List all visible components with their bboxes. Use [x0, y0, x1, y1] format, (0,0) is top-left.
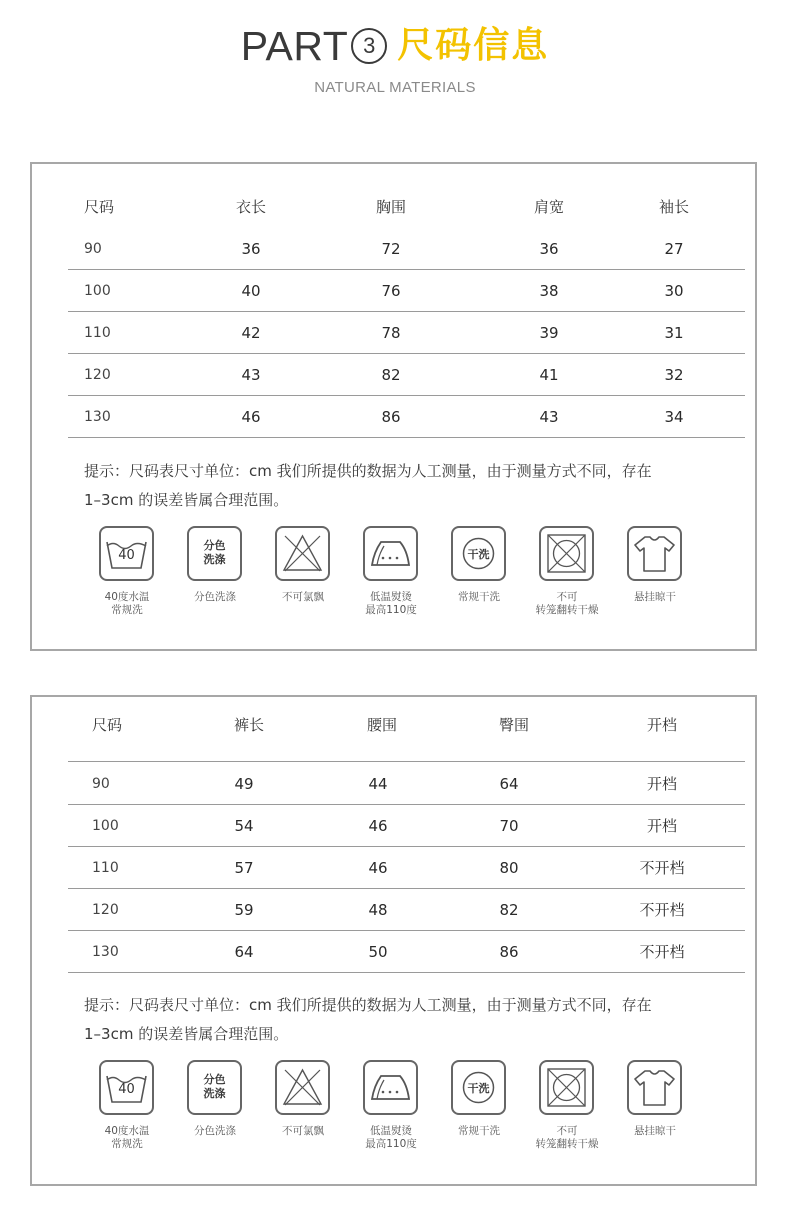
size-cell: 100 — [84, 283, 111, 299]
table-cell: 80 — [499, 859, 519, 877]
header-cell: 肩宽 — [533, 198, 565, 216]
dry-clean-text: 干洗 — [467, 548, 490, 561]
care-label-line: 40度水温 — [104, 591, 150, 603]
care-label-line: 常规干洗 — [458, 1125, 500, 1137]
table-cell: 39 — [539, 324, 559, 342]
note-line: 1–3cm 的误差皆属合理范围。 — [84, 1025, 289, 1043]
icon-text-line: 洗涤 — [203, 553, 226, 566]
care-label — [434, 591, 524, 604]
header-cell: 胸围 — [375, 198, 407, 216]
table-cell: 72 — [381, 240, 401, 258]
bottom-size-card — [30, 695, 757, 1186]
table-cell: 38 — [539, 282, 559, 300]
care-label — [82, 1125, 172, 1151]
table-cell: 46 — [241, 408, 261, 426]
table-cell: 42 — [241, 324, 261, 342]
care-label — [82, 591, 172, 617]
section-title: 尺码信息 — [397, 25, 550, 66]
care-label — [610, 1125, 700, 1138]
care-label — [258, 591, 348, 604]
care-label — [346, 1125, 436, 1151]
icon-text-line: 洗涤 — [203, 1087, 226, 1100]
title-row — [0, 22, 790, 70]
header-cell: 裤长 — [233, 716, 265, 734]
table-cell: 46 — [368, 859, 388, 877]
size-cell: 110 — [84, 325, 111, 341]
care-label — [610, 591, 700, 604]
table-cell: 36 — [241, 240, 261, 258]
care-label-line: 低温熨烫 — [370, 591, 412, 603]
part-number-badge: 3 — [351, 28, 387, 64]
header-cell: 臀围 — [498, 716, 530, 734]
table-cell: 34 — [664, 408, 684, 426]
table-row — [68, 847, 745, 889]
table-cell: 48 — [368, 901, 388, 919]
wash-40-icon — [99, 526, 154, 581]
note-line: 提示：尺码表尺寸单位：cm 我们所提供的数据为人工测量，由于测量方式不同，存在 — [84, 996, 652, 1014]
size-cell: 110 — [92, 860, 119, 876]
header-cell: 袖长 — [658, 198, 690, 216]
separate-wash-icon — [187, 526, 242, 581]
low-iron-icon — [363, 526, 418, 581]
no-tumble-dry-icon — [539, 526, 594, 581]
section-subtitle: NATURAL MATERIALS — [314, 79, 476, 96]
size-cell: 120 — [92, 902, 119, 918]
care-label-line: 最高110度 — [365, 1138, 417, 1150]
table-cell: 不开档 — [639, 943, 685, 961]
table-cell: 27 — [664, 240, 684, 258]
care-instructions — [82, 526, 742, 626]
table-cell: 59 — [234, 901, 254, 919]
table-cell: 70 — [499, 817, 519, 835]
table-cell: 32 — [664, 366, 684, 384]
top-size-card — [30, 162, 757, 651]
care-label-line: 悬挂晾干 — [634, 591, 676, 603]
table-cell: 86 — [381, 408, 401, 426]
header-cell: 尺码 — [92, 716, 123, 734]
care-label-line: 常规干洗 — [458, 591, 500, 603]
care-label-line: 40度水温 — [104, 1125, 150, 1137]
table-cell: 50 — [368, 943, 388, 961]
table-cell: 78 — [381, 324, 401, 342]
table-cell: 64 — [499, 775, 519, 793]
icon-text-line: 分色 — [203, 1073, 226, 1086]
separate-wash-icon-text — [189, 539, 240, 567]
size-cell: 130 — [92, 944, 119, 960]
size-cell: 90 — [92, 776, 110, 792]
table-row — [68, 354, 745, 396]
low-iron-icon — [363, 1060, 418, 1115]
care-label-line: 转笼翻转干燥 — [535, 1138, 599, 1150]
measurement-note — [84, 457, 724, 515]
care-label-line: 转笼翻转干燥 — [535, 604, 599, 616]
care-label-line: 悬挂晾干 — [634, 1125, 676, 1137]
separate-wash-icon-text — [189, 1073, 240, 1101]
table-row — [68, 270, 745, 312]
dry-clean-text: 干洗 — [467, 1082, 490, 1095]
care-label — [522, 1125, 612, 1151]
care-label — [170, 591, 260, 604]
no-tumble-dry-icon — [539, 1060, 594, 1115]
wash-40-icon — [99, 1060, 154, 1115]
table-cell: 开档 — [646, 817, 678, 835]
table-cell: 41 — [539, 366, 559, 384]
table-cell: 49 — [234, 775, 254, 793]
separate-wash-icon — [187, 1060, 242, 1115]
care-label-line: 分色洗涤 — [194, 591, 236, 603]
note-line: 提示：尺码表尺寸单位：cm 我们所提供的数据为人工测量，由于测量方式不同，存在 — [84, 462, 652, 480]
hang-dry-icon — [627, 1060, 682, 1115]
table-cell: 86 — [499, 943, 519, 961]
no-bleach-icon — [275, 526, 330, 581]
care-label — [522, 591, 612, 617]
table-cell: 46 — [368, 817, 388, 835]
care-label — [434, 1125, 524, 1138]
table-cell: 43 — [539, 408, 559, 426]
care-label-line: 不可氯飘 — [282, 1125, 324, 1137]
care-label — [170, 1125, 260, 1138]
no-bleach-icon — [275, 1060, 330, 1115]
table-cell: 31 — [664, 324, 684, 342]
wash-temp-text: 40 — [118, 1082, 135, 1097]
dry-clean-icon — [451, 1060, 506, 1115]
note-line: 1–3cm 的误差皆属合理范围。 — [84, 491, 289, 509]
table-header-row — [68, 186, 745, 228]
size-cell: 120 — [84, 367, 111, 383]
part-label: PART — [240, 23, 349, 69]
care-label-line: 常规洗 — [111, 604, 143, 616]
table-cell: 54 — [234, 817, 254, 835]
table-cell: 40 — [241, 282, 261, 300]
care-label — [346, 591, 436, 617]
table-row — [68, 931, 745, 973]
wash-temp-text: 40 — [118, 548, 135, 563]
care-label-line: 不可 — [556, 1125, 578, 1137]
table-row — [68, 228, 745, 270]
table-cell: 57 — [234, 859, 254, 877]
table-cell: 44 — [368, 775, 388, 793]
table-row — [68, 312, 745, 354]
care-label-line: 常规洗 — [111, 1138, 143, 1150]
care-instructions — [82, 1060, 742, 1160]
page-header — [0, 0, 790, 110]
table-cell: 43 — [241, 366, 261, 384]
header-cell: 衣长 — [235, 198, 267, 216]
header-cell: 腰围 — [366, 716, 398, 734]
table-row — [68, 763, 745, 805]
care-label-line: 分色洗涤 — [194, 1125, 236, 1137]
size-cell: 90 — [84, 241, 102, 257]
table-header-row — [68, 704, 745, 746]
care-label-line: 最高110度 — [365, 604, 417, 616]
header-divider — [68, 761, 745, 762]
table-cell: 64 — [234, 943, 254, 961]
dry-clean-icon — [451, 526, 506, 581]
table-cell: 不开档 — [639, 859, 685, 877]
header-cell: 尺码 — [84, 198, 115, 216]
care-label-line: 不可 — [556, 591, 578, 603]
table-cell: 30 — [664, 282, 684, 300]
care-label-line: 不可氯飘 — [282, 591, 324, 603]
measurement-note — [84, 991, 724, 1049]
size-cell: 100 — [92, 818, 119, 834]
table-cell: 36 — [539, 240, 559, 258]
table-row — [68, 889, 745, 931]
care-label — [258, 1125, 348, 1138]
icon-text-line: 分色 — [203, 539, 226, 552]
table-cell: 76 — [381, 282, 401, 300]
table-row — [68, 396, 745, 438]
care-label-line: 低温熨烫 — [370, 1125, 412, 1137]
table-cell: 82 — [499, 901, 519, 919]
table-cell: 82 — [381, 366, 401, 384]
header-cell: 开档 — [646, 716, 678, 734]
hang-dry-icon — [627, 526, 682, 581]
table-row — [68, 805, 745, 847]
table-cell: 开档 — [646, 775, 678, 793]
size-cell: 130 — [84, 409, 111, 425]
table-cell: 不开档 — [639, 901, 685, 919]
